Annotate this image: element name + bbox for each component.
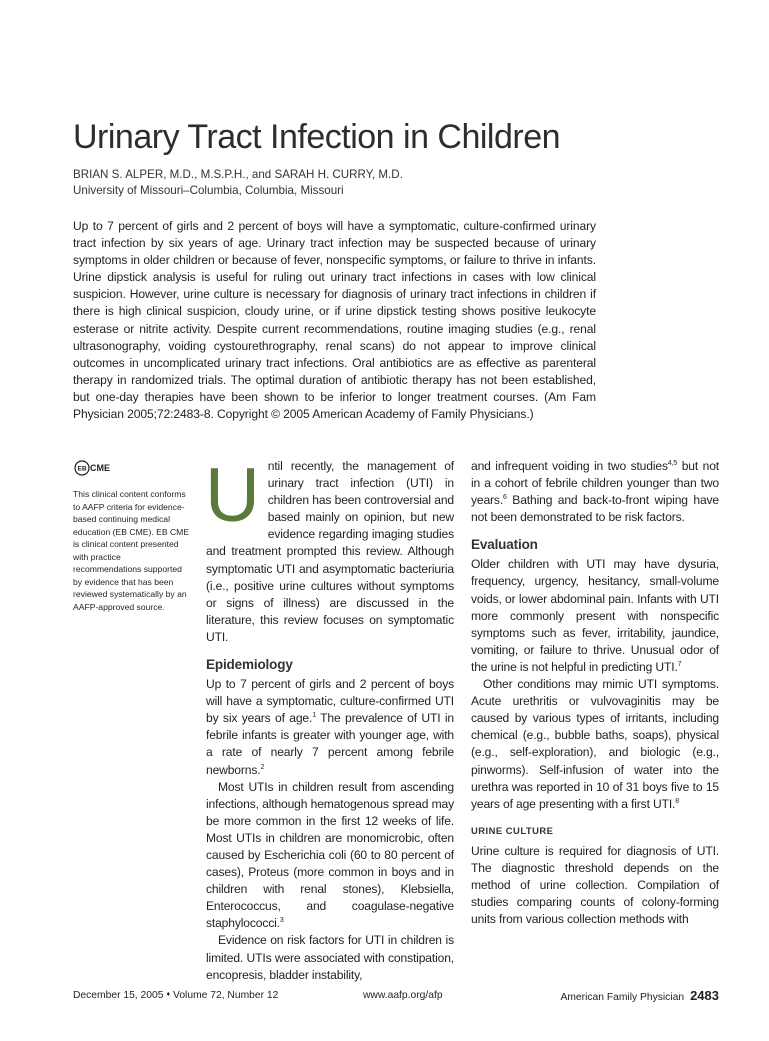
reference-7[interactable]: 7	[677, 660, 682, 668]
eb-cme-note: This clinical content conforms to AAFP criteria for evidence-based continuing medical education (EB CME). EB CME is clinical content presented with practice recommendations supported by evidence that has been reviewed systematically by an AAFP-approved source.	[73, 489, 190, 612]
article-title: Urinary Tract Infection in Children	[73, 118, 561, 156]
evaluation-paragraph-1: Older children with UTI may have dysuria, frequency, urgency, hesitancy, small-volume voids, or lower abdominal pain. Infants with UTI more commonly present with nonspecific symptoms such as fever, irritability, jaundice, vomiting, or failure to thrive. Unusual odor of the urine is not helpful in predicting UTI.$^7$	[471, 557, 719, 674]
issue-volume: Volume 72, Number 12	[173, 990, 279, 1001]
eb-text: EB	[77, 465, 87, 473]
eb-cme-sidebar	[73, 460, 191, 613]
reference-6[interactable]: 6	[503, 494, 507, 502]
drop-cap: U	[205, 453, 260, 538]
reference-1[interactable]: 1	[312, 712, 316, 720]
column-2	[471, 458, 719, 928]
page-number: 2483	[690, 988, 719, 1003]
cme-text: CME	[90, 463, 110, 473]
eb-cme-logo	[73, 460, 191, 476]
epidemiology-paragraph-2: Most UTIs in children result from ascending infections, although hematogenous spread may be more common in the first 12 weeks of life. Most UTIs in children are monomicrobic, often caused by Escherichia coli (60 to 80 percent of cases), Proteus (more common in boys and in children with renal stones), Klebsiella, Enterococcus, and coagulase-negative staphylococci.$^3$	[206, 779, 454, 931]
intro-paragraph: ntil recently, the management of urinary tract infection (UTI) in children has been controversial and based mainly on opinion, but new evidence regarding imaging studies and treatment prompted this review. Although symptomatic UTI and asymptomatic bacteriuria (i.e., positive urine cultures without symptoms or signs of illness) are discussed in the literature, this review focuses on symptomatic UTI.	[206, 459, 454, 644]
urine-culture-paragraph: Urine culture is required for diagnosis of UTI. The diagnostic threshold depends on the method of urine collection. Compilation of studies comparing counts of colony-forming units from various collection methods with	[471, 843, 719, 927]
reference-8[interactable]: 8	[675, 797, 679, 805]
page-footer	[73, 990, 719, 1006]
risk-factor-paragraph: and infrequent voiding in two studies$^{4,5}$ but not in a cohort of febrile children younger than two years.$^6$ Bathing and back-to-front wiping have not been demonstrated to be risk factors.	[471, 459, 719, 525]
issue-date: December 15, 2005	[73, 990, 164, 1001]
reference-3[interactable]: 3	[279, 917, 284, 925]
journal-name-page	[560, 988, 719, 1003]
authors: BRIAN S. ALPER, M.D., M.S.P.H., and SARAH H. CURRY, M.D.	[73, 168, 403, 181]
heading-evaluation: Evaluation	[471, 537, 538, 553]
author-block	[73, 167, 403, 199]
journal-url[interactable]: www.aafp.org/afp	[363, 990, 443, 1001]
reference-4-5[interactable]: 4,5	[667, 460, 678, 467]
issue-info	[73, 990, 278, 1001]
affiliation: University of Missouri–Columbia, Columbia, Missouri	[73, 184, 344, 197]
column-1	[205, 453, 454, 984]
evaluation-paragraph-2: Other conditions may mimic UTI symptoms. Acute urethritis or vulvovaginitis may be caused by various types of irritants, including chemical (e.g., bubble baths, soaps), physical (e.g., self-exploration), and biologic (e.g., pinworms). Self-infusion of water into the urethra was reported in 10 of 31 boys five to 15 years of age presenting with a first UTI.$^8$	[471, 677, 719, 811]
epidemiology-paragraph-1: Up to 7 percent of girls and 2 percent of boys will have a symptomatic, culture-confirmed UTI by six years of age.$^1$ The prevalence of UTI in febrile infants is greater with younger age, with a rate of nearly 7 percent among febrile newborns.$^2$	[206, 677, 454, 777]
journal-name: American Family Physician	[560, 992, 685, 1003]
heading-urine-culture: URINE CULTURE	[471, 824, 554, 836]
epidemiology-paragraph-3: Evidence on risk factors for UTI in children is limited. UTIs were associated with constipation, encopresis, bladder instability,	[206, 933, 454, 982]
heading-epidemiology: Epidemiology	[206, 657, 293, 673]
abstract: Up to 7 percent of girls and 2 percent of boys will have a symptomatic, culture-confirmed urinary tract infection by six years of age. Urinary tract infection may be suspected because of urinary symptoms in older children or because of fever, nonspecific symptoms, or failure to thrive in infants. Urine dipstick analysis is useful for ruling out urinary tract infections in cases with low clinical suspicion. However, urine culture is necessary for diagnosis of urinary tract infections in children if there is high clinical suspicion, cloudy urine, or if urine dipstick testing shows positive leukocyte esterase or nitrite activity. Despite current recommendations, routine imaging studies (e.g., renal ultrasonography, voiding cystourethrography, renal scans) do not appear to improve clinical outcomes in uncomplicated urinary tract infections. Oral antibiotics are as effective as parenteral therapy in randomized trials. The optimal duration of antibiotic therapy has not been established, but one-day therapies have been shown to be inferior to longer treatment courses. (Am Fam Physician 2005;72:2483-8. Copyright © 2005 American Academy of Family Physicians.)	[73, 219, 596, 422]
separator-icon: ♦	[166, 991, 171, 998]
eb-cme-badge-icon	[73, 460, 113, 476]
reference-2[interactable]: 2	[260, 763, 265, 771]
